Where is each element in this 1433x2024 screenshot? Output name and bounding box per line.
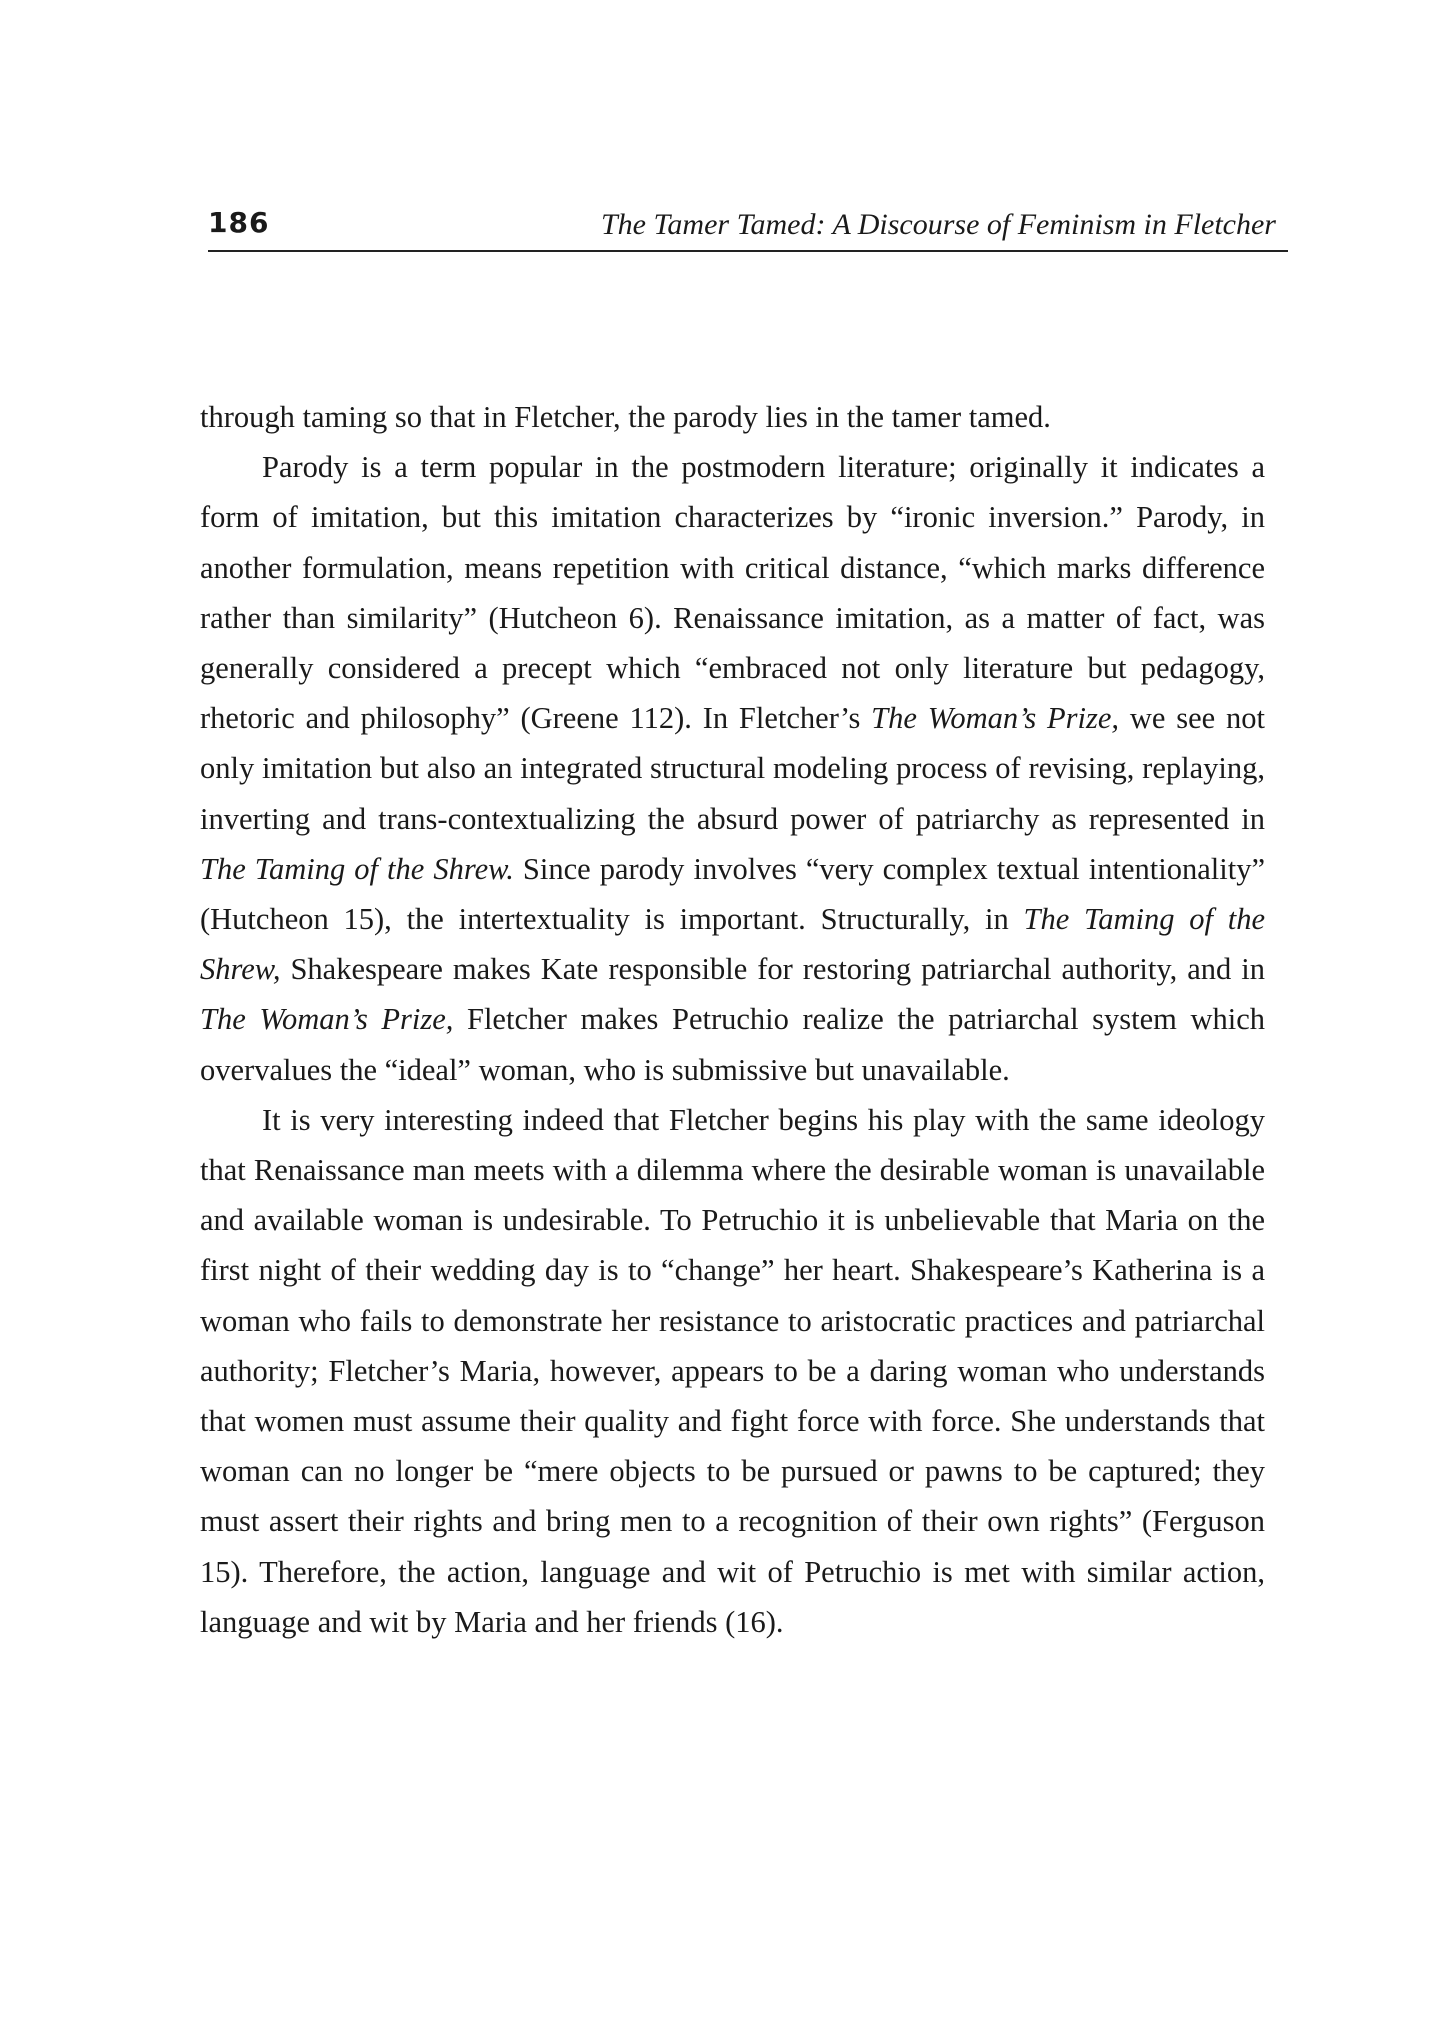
page-header — [208, 202, 1288, 252]
book-title: The Woman’s Prize, — [200, 1002, 454, 1037]
running-title: The Tamer Tamed: A Discourse of Feminism in Fletcher — [601, 208, 1276, 241]
text-segment: It is very interesting indeed that Fletcher begins his play with the same ideology that Renaissance man meets with a dilemma where the desirable woman is unavailable and available woman is undesirable. To Petruchio it is unbelievable that Maria on the first night of their wedding day is to “change” her heart. Shakespeare’s Katherina is a woman who fails to demonstrate her resistance to aristocratic practices and patriarchal authority; Fletcher’s Maria, however, appears to be a daring woman who understands that women must assume their quality and fight force with force. She understands that woman can no longer be “mere objects to be pursued or pawns to be captured; they must assert their rights and bring men to a recognition of their own rights” (Ferguson 15). Therefore, the action, language and wit of Petruchio is met with similar action, language and wit by Maria and her friends (16). — [200, 1102, 1265, 1639]
paragraph-2 — [200, 442, 1265, 1095]
paragraph-3 — [200, 1095, 1265, 1647]
text-segment: Fletcher makes Petruchio realize the patriarchal system which overvalues the “ideal” woman, who is submissive but unavailable. — [200, 1002, 1265, 1087]
paragraph-1 — [200, 392, 1265, 442]
text-segment: Shakespeare makes Kate responsible for restoring patriarchal authority, and in — [280, 952, 1265, 987]
body-text — [200, 392, 1265, 1647]
text-segment: we see not only imitation but also an integrated structural modeling process of revising, replaying, inverting and trans-contextualizing the absurd power of patriarchy as represented in — [200, 701, 1266, 836]
page-number: 186 — [208, 206, 270, 239]
text-segment: through taming so that in Fletcher, the parody lies in the tamer tamed. — [200, 400, 1051, 434]
book-title: The Woman’s Prize, — [871, 701, 1120, 736]
book-title: The Taming of the Shrew. — [200, 851, 514, 886]
text-segment: Parody is a term popular in the postmodern literature; originally it indicates a form of imitation, but this imitation characterizes by “ironic inversion.” Parody, in another formulation, means repetition with critical distance, “which marks difference rather than similarity” (Hutcheon 6). Renaissance imitation, as a matter of fact, was generally considered a precept which “embraced not only literature but pedagogy, rhetoric and philosophy” (Greene 112). In Fletcher’s — [200, 450, 1265, 736]
book-title: The Taming of the Shrew, — [200, 902, 1265, 987]
text-segment: Since parody involves “very complex textual intentionality” (Hutcheon 15), the intertextuality is important. Structurally, in — [200, 851, 1265, 937]
